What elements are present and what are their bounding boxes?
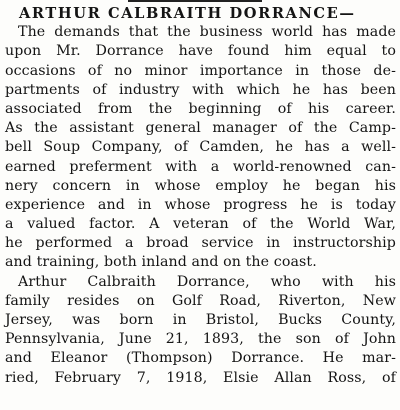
text-line: Pennsylvania, June 21, 1893, the son of John: [5, 331, 396, 348]
text-line: earned preferment with a world-renowned can-: [5, 158, 396, 175]
heading-text: ARTHUR CALBRAITH DORRANCE—: [19, 5, 356, 22]
text-line: he performed a broad service in instructorship: [5, 235, 396, 252]
text-line: Jersey, was born in Bristol, Bucks County,: [5, 312, 396, 328]
text-line: associated from the beginning of his career.: [5, 100, 396, 117]
text-line: family resides on Golf Road, Riverton, New: [5, 292, 396, 309]
text-line: experience and in whose progress he is today: [5, 196, 396, 213]
top-divider-rule: [128, 0, 262, 2]
text-line: As the assistant general manager of the Camp-: [5, 120, 396, 137]
text-line: and Eleanor (Thompson) Dorrance. He mar-: [5, 350, 396, 367]
article-body: [0, 4, 400, 388]
article-heading: [0, 4, 400, 23]
text-line: partments of industry with which he has been: [5, 81, 396, 98]
text-line: a valued factor. A veteran of the World War,: [5, 216, 396, 233]
text-line: upon Mr. Dorrance have found him equal to: [5, 43, 396, 60]
text-line: The demands that the business world has made: [18, 24, 396, 41]
text-line: and training, both inland and on the coast.: [5, 254, 317, 271]
text-line: nery concern in whose employ he began his: [5, 177, 396, 194]
text-line: bell Soup Company, of Camden, he has a well-: [5, 139, 396, 156]
text-line: occasions of no minor importance in those de-: [5, 62, 396, 79]
text-line: Arthur Calbraith Dorrance, who with his: [18, 273, 396, 290]
text-line: ried, February 7, 1918, Elsie Allan Ross, of: [5, 369, 396, 386]
